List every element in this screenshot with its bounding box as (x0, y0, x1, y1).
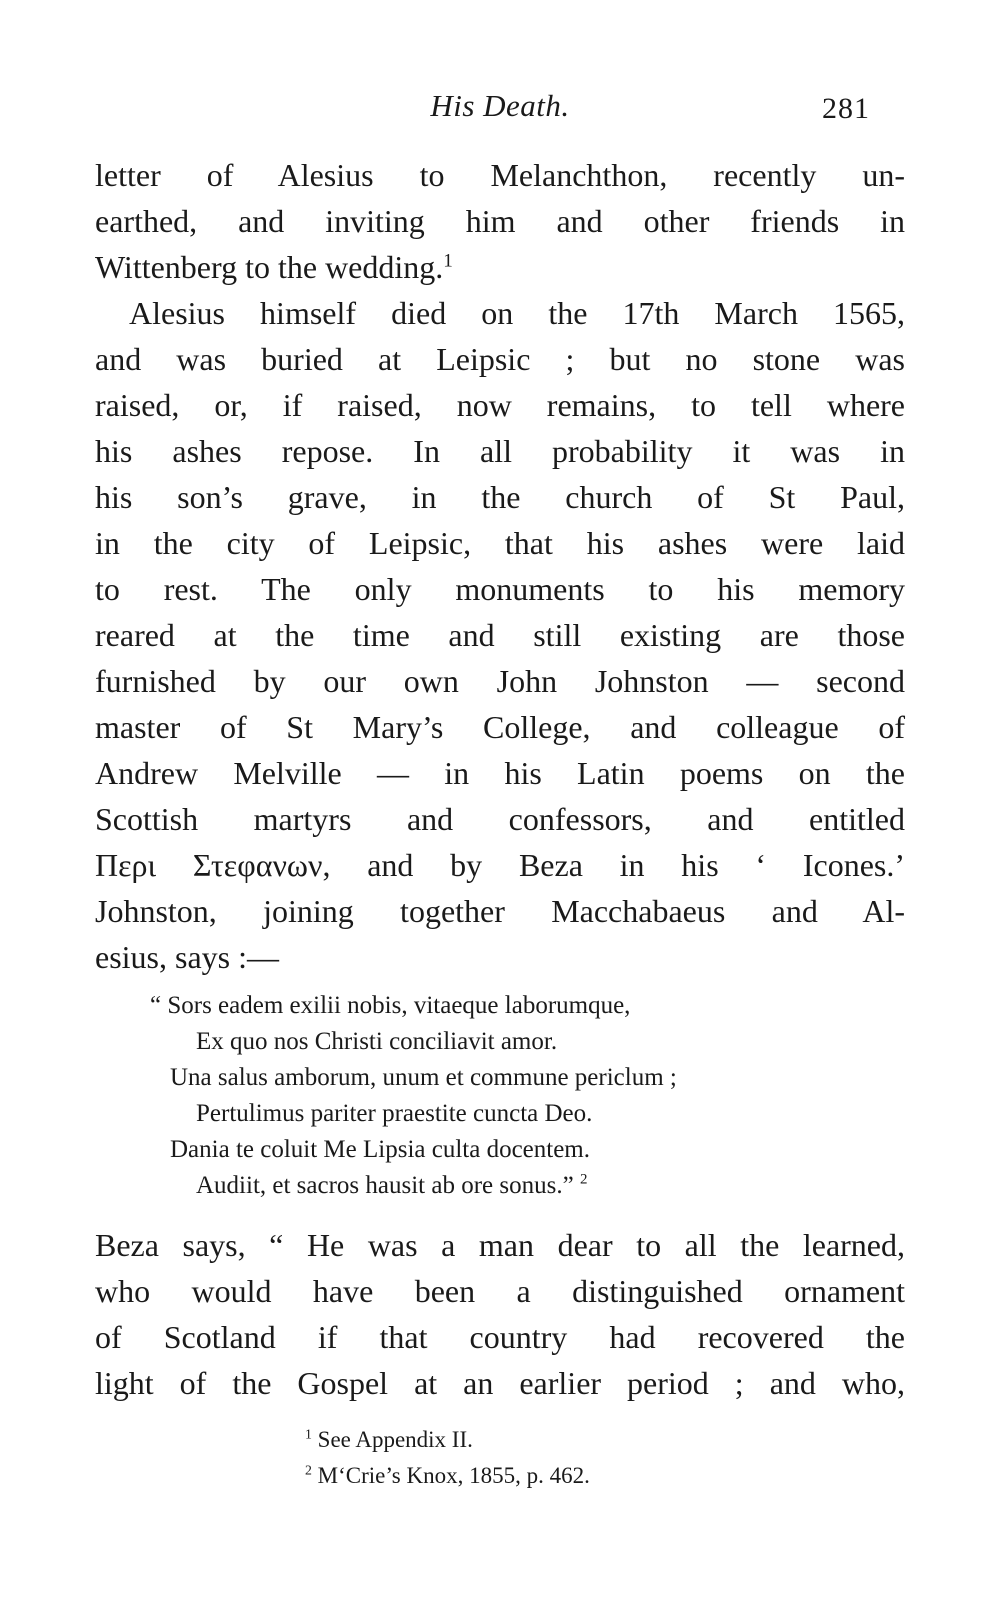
text-line: esius, says :— (95, 939, 279, 975)
page-number: 281 (822, 92, 870, 125)
running-title: His Death. (430, 88, 570, 123)
text-line: master of St Mary’s College, and colleague of (95, 709, 905, 745)
text-line: his ashes repose. In all probability it was in (95, 433, 905, 469)
poem-line-content: Audiit, et sacros hausit ab ore sonus.” (196, 1172, 574, 1199)
text-line: letter of Alesius to Melanchthon, recently un- (95, 157, 905, 193)
text-line: raised, or, if raised, now remains, to tell where (95, 387, 905, 423)
running-head (0, 88, 1000, 138)
poem-line: Ex quo nos Christi conciliavit amor. (196, 1028, 558, 1055)
poem-line: Una salus amborum, unum et commune periclum ; (170, 1064, 677, 1091)
text-line: Andrew Melville — in his Latin poems on the (95, 755, 905, 791)
text-line: reared at the time and still existing are those (95, 617, 905, 653)
quoted-poem (150, 988, 677, 1204)
text-line: who would have been a distinguished ornament (95, 1273, 905, 1309)
footnotes (305, 1422, 590, 1494)
text-line: furnished by our own John Johnston — second (95, 663, 905, 699)
text-line: and was buried at Leipsic ; but no stone was (95, 341, 905, 377)
poem-line: “ Sors eadem exilii nobis, vitaeque laborumque, (150, 992, 631, 1019)
text-line: of Scotland if that country had recovered the (95, 1319, 905, 1355)
footnote (305, 1422, 590, 1458)
footnote-marker: 2 (305, 1462, 312, 1478)
footnote-marker: 1 (305, 1426, 312, 1442)
text-line: earthed, and inviting him and other friends in (95, 203, 905, 239)
poem-line: Dania te coluit Me Lipsia culta docentem. (170, 1136, 590, 1163)
footnote (305, 1458, 590, 1494)
text-line: his son’s grave, in the church of St Paul, (95, 479, 905, 515)
footnote-reference: 2 (579, 1171, 588, 1188)
text-line: to rest. The only monuments to his memory (95, 571, 905, 607)
text-line: Scottish martyrs and confessors, and entitled (95, 801, 905, 837)
main-text-top (95, 152, 905, 980)
text-line: Alesius himself died on the 17th March 1565, (129, 295, 905, 331)
footnote-text: See Appendix II. (317, 1427, 473, 1452)
footnote-text: M‘Crie’s Knox, 1855, p. 462. (317, 1463, 590, 1488)
text-line: Περι Στεφανων, and by Beza in his ‘ Icones.’ (95, 847, 905, 883)
main-text-bottom (95, 1222, 905, 1406)
text-line-content: Wittenberg to the wedding. (95, 249, 444, 285)
text-line: Johnston, joining together Macchabaeus and Al- (95, 893, 905, 929)
poem-line (150, 1168, 677, 1204)
text-line (95, 244, 905, 290)
text-line: in the city of Leipsic, that his ashes were laid (95, 525, 905, 561)
footnote-reference: 1 (443, 250, 453, 272)
text-line: Beza says, “ He was a man dear to all the learned, (95, 1227, 905, 1263)
poem-line: Pertulimus pariter praestite cuncta Deo. (196, 1100, 593, 1127)
text-line: light of the Gospel at an earlier period ; and who, (95, 1365, 905, 1401)
